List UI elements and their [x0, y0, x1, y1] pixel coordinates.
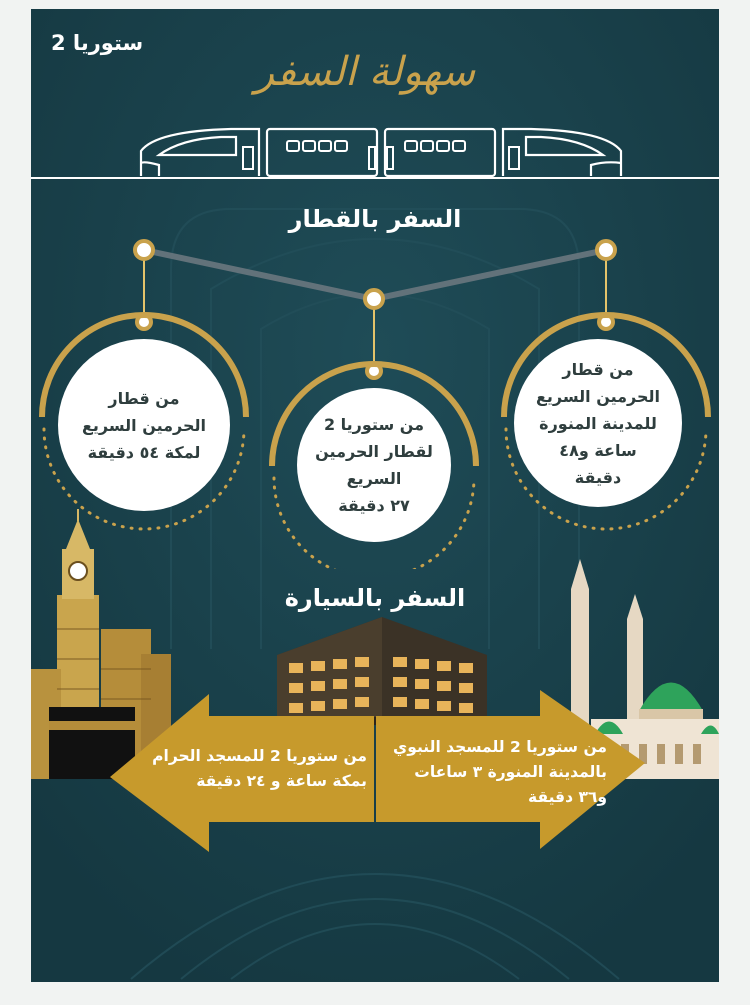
train-stop-line: الحرمين السريع — [81, 415, 207, 435]
train-stop-line: للمدينة المنورة — [539, 413, 657, 433]
train-stop-line: الحرمين السريع — [535, 386, 661, 406]
route-arrows — [31, 9, 719, 982]
route-madinah-text — [387, 735, 607, 810]
train-stop-line: السريع — [346, 469, 402, 488]
brand-name: ستوريا 2 — [51, 31, 144, 55]
poster — [31, 9, 719, 982]
train-stop-line: لقطار الحرمين — [315, 442, 433, 461]
car-section-title: السفر بالسيارة — [284, 584, 466, 612]
train-stop-line: من ستوريا 2 — [323, 415, 425, 434]
train-section-title: السفر بالقطار — [288, 205, 462, 233]
train-stop-line: من قطار — [108, 388, 180, 408]
route-makkah-line-2: بمكة ساعة و ٢٤ دقيقة — [196, 772, 367, 790]
script-title: سهولة السفر — [254, 49, 476, 95]
train-stop-line: دقيقة — [574, 467, 622, 487]
train-stop-line: ساعة و٤٨ — [559, 440, 637, 460]
route-makkah-line-1: من ستوريا 2 للمسجد الحرام — [152, 747, 367, 765]
train-stop-line: ٢٧ دقيقة — [338, 496, 410, 515]
route-madinah-line-3: و٣٦ دقيقة — [528, 788, 607, 806]
route-makkah-text — [137, 744, 367, 794]
train-stop-line: لمكة ٥٤ دقيقة — [87, 442, 201, 462]
train-stop-line: من قطار — [562, 359, 634, 379]
route-madinah-line-1: من ستوريا 2 للمسجد النبوي — [393, 738, 607, 756]
route-madinah-line-2: بالمدينة المنورة ٣ ساعات — [414, 763, 607, 781]
